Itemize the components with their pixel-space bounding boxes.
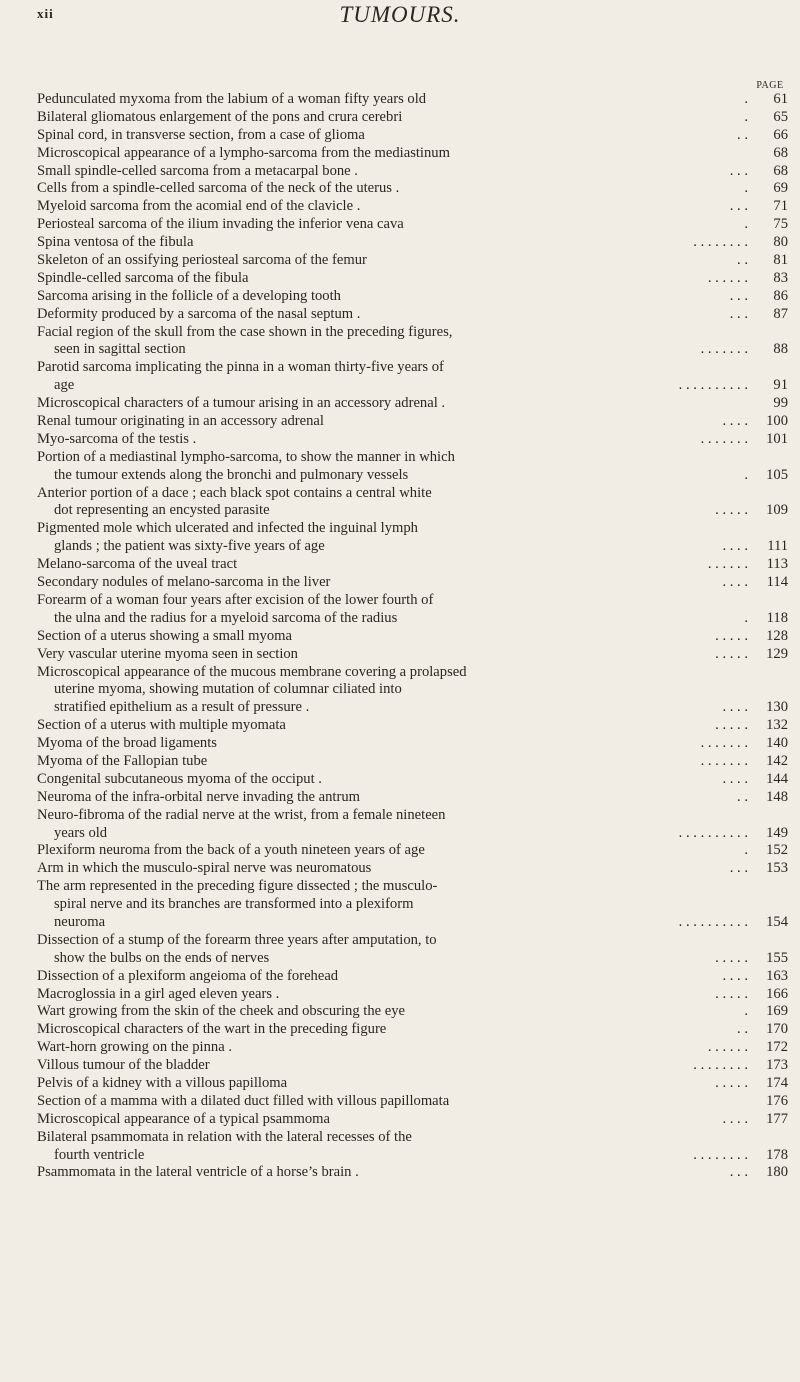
entry-text: Microscopical characters of the wart in the preceding figure [37,1021,387,1038]
page-number: 140 [766,735,788,752]
list-item [0,1129,800,1165]
dot-leader: . . . . [722,538,748,555]
list-item [0,646,800,664]
entry-line [0,467,800,485]
dot-leader: . . [737,1021,748,1038]
list-item [0,395,800,413]
list-item [0,807,800,843]
entry-text: uterine myoma, showing mutation of columnar ciliated into [54,681,402,698]
entry-text: Small spindle-celled sarcoma from a metacarpal bone . [37,162,358,179]
entry-text: Sarcoma arising in the follicle of a developing tooth [37,287,341,304]
entry-text: Periosteal sarcoma of the ilium invading the inferior vena cava [37,216,404,233]
dot-leader: . . . . . . . . . . [678,377,748,394]
page-number: 81 [773,252,788,269]
page-number: 105 [766,466,788,483]
entry-line [0,1003,800,1021]
entry-text: Psammomata in the lateral ventricle of a horse’s brain . [37,1164,359,1181]
entry-text: years old [54,824,108,841]
dot-leader: . . . . . . . . [693,1146,748,1163]
entry-line [0,896,800,914]
entry-text: Myeloid sarcoma from the acomial end of the clavicle . [37,198,361,215]
dot-leader: . . . . . . . . [693,234,748,251]
list-item [0,1111,800,1129]
entry-line [0,502,800,520]
entry-line [0,664,800,682]
entry-text: Section of a mamma with a dilated duct filled with villous papillomata [37,1092,450,1109]
entry-text: Melano-sarcoma of the uveal tract [37,556,238,573]
entry-line [0,377,800,395]
list-item [0,1164,800,1182]
list-item [0,1021,800,1039]
list-item [0,359,800,395]
dot-leader: . . . . [722,699,748,716]
page-number: 152 [766,842,788,859]
page-number: 154 [766,913,788,930]
entry-line [0,681,800,699]
dot-leader: . . . [729,305,748,322]
entry-text: Anterior portion of a dace ; each black spot contains a central white [37,484,432,501]
list-item [0,270,800,288]
list-item [0,753,800,771]
entry-line [0,234,800,252]
entry-line [0,860,800,878]
dot-leader: . [744,1003,748,1020]
page-number: 176 [766,1092,788,1109]
entry-text: fourth ventricle [54,1146,145,1163]
list-item [0,91,800,109]
dot-leader: . . . . . . [707,269,748,286]
entry-text: Dissection of a plexiform angeioma of the forehead [37,967,339,984]
list-of-illustrations [0,91,800,1182]
page-number: 166 [766,985,788,1002]
page-number: 177 [766,1110,788,1127]
entry-line [0,431,800,449]
entry-line [0,109,800,127]
list-item [0,198,800,216]
entry-line [0,628,800,646]
entry-line [0,842,800,860]
page-number: 99 [773,395,788,412]
entry-line [0,1021,800,1039]
entry-text: Myo-sarcoma of the testis . [37,430,197,447]
page-number: 113 [766,556,788,573]
page-number: 170 [766,1021,788,1038]
entry-text: Section of a uterus with multiple myomata [37,717,286,734]
entry-text: Microscopical appearance of the mucous membrane covering a prolapsed [37,663,467,680]
page-number: 68 [773,144,788,161]
entry-line [0,878,800,896]
list-item [0,932,800,968]
entry-text: Arm in which the musculo-spiral nerve was neuromatous [37,860,372,877]
page-number: 118 [766,609,788,626]
list-item [0,485,800,521]
entry-line [0,180,800,198]
page-number: 149 [766,824,788,841]
dot-leader: . . . . . . . . . . [678,824,748,841]
entry-text: Facial region of the skull from the case shown in the preceding figures, [37,323,453,340]
dot-leader: . . . . . . . . . . [678,913,748,930]
list-item [0,664,800,718]
list-item [0,592,800,628]
entry-text: Section of a uterus showing a small myoma [37,627,292,644]
dot-leader: . . . . . . . [700,430,748,447]
dot-leader: . . . [729,860,748,877]
entry-line [0,413,800,431]
dot-leader: . . . . [722,1110,748,1127]
list-item [0,1093,800,1111]
dot-leader: . . [737,126,748,143]
entry-line [0,699,800,717]
entry-line [0,771,800,789]
entry-line [0,986,800,1004]
entry-line [0,324,800,342]
entry-line [0,807,800,825]
dot-leader: . . . . . [715,985,748,1002]
page-number: 68 [773,162,788,179]
page-number: 180 [766,1164,788,1181]
dot-leader: . . . [729,1164,748,1181]
list-item [0,878,800,932]
dot-leader: . . . . . [715,717,748,734]
entry-line [0,932,800,950]
dot-leader: . . . [729,198,748,215]
entry-line [0,556,800,574]
entry-line [0,485,800,503]
page-number: 71 [773,198,788,215]
entry-line [0,1075,800,1093]
entry-text: the ulna and the radius for a myeloid sarcoma of the radius [54,609,398,626]
page-number: 86 [773,287,788,304]
entry-line [0,735,800,753]
entry-text: Neuroma of the infra-orbital nerve invading the antrum [37,788,360,805]
dot-leader: . [744,108,748,125]
dot-leader: . . . . . [715,949,748,966]
entry-text: Dissection of a stump of the forearm three years after amputation, to [37,931,437,948]
dot-leader: . [744,842,748,859]
page-number: 80 [773,234,788,251]
entry-text: Villous tumour of the bladder [37,1057,210,1074]
page-number: 75 [773,216,788,233]
entry-line [0,914,800,932]
list-item [0,574,800,592]
dot-leader: . . . . . . . [700,735,748,752]
page-number: 130 [766,699,788,716]
entry-line [0,610,800,628]
entry-line [0,359,800,377]
entry-line [0,646,800,664]
list-item [0,288,800,306]
page-number: 61 [773,91,788,107]
list-item [0,252,800,270]
entry-line [0,538,800,556]
list-item [0,717,800,735]
page-number: 114 [766,574,788,591]
entry-text: Pigmented mole which ulcerated and infected the inguinal lymph [37,520,418,537]
entry-line [0,395,800,413]
dot-leader: . . . [729,287,748,304]
entry-text: Wart-horn growing on the pinna . [37,1039,232,1056]
entry-text: Spinal cord, in transverse section, from a case of glioma [37,126,365,143]
entry-text: Plexiform neuroma from the back of a youth nineteen years of age [37,842,425,859]
entry-text: Myoma of the broad ligaments [37,735,217,752]
page-number: 128 [766,627,788,644]
entry-line [0,252,800,270]
dot-leader: . . . . . [715,502,748,519]
page-number: 91 [773,377,788,394]
list-item [0,306,800,324]
list-item [0,413,800,431]
list-item [0,145,800,163]
entry-text: the tumour extends along the bronchi and pulmonary vessels [54,466,409,483]
list-item [0,789,800,807]
list-item [0,324,800,360]
entry-text: Wart growing from the skin of the cheek and obscuring the eye [37,1003,406,1020]
entry-text: Congenital subcutaneous myoma of the occiput . [37,770,322,787]
entry-line [0,753,800,771]
dot-leader: . . . . . [715,1074,748,1091]
dot-leader: . . . . . . . [700,752,748,769]
entry-text: Forearm of a woman four years after excision of the lower fourth of [37,591,434,608]
dot-leader: . . . . . [715,627,748,644]
dot-leader: . . . . . [715,645,748,662]
entry-text: Microscopical appearance of a typical psammoma [37,1110,330,1127]
list-item [0,1057,800,1075]
entry-line [0,950,800,968]
page-column-heading: PAGE [756,80,784,91]
dot-leader: . [744,180,748,197]
page-number: 100 [766,413,788,430]
page-folio: xii [37,6,54,21]
list-item [0,163,800,181]
entry-line [0,1164,800,1182]
dot-leader: . [744,216,748,233]
page-number: 155 [766,949,788,966]
entry-text: glands ; the patient was sixty-five years of age [54,538,325,555]
list-item [0,842,800,860]
entry-text: spiral nerve and its branches are transformed into a plexiform [54,896,414,913]
entry-line [0,306,800,324]
page-number: 173 [766,1057,788,1074]
page-number: 153 [766,860,788,877]
dot-leader: . . [737,252,748,269]
page-number: 69 [773,180,788,197]
page-number: 109 [766,502,788,519]
entry-text: Neuro-fibroma of the radial nerve at the wrist, from a female nineteen [37,806,446,823]
entry-line [0,1111,800,1129]
entry-line [0,198,800,216]
entry-text: neuroma [54,913,106,930]
dot-leader: . . . . [722,413,748,430]
entry-line [0,825,800,843]
page-number: 88 [773,341,788,358]
page-number: 169 [766,1003,788,1020]
entry-text: Cells from a spindle-celled sarcoma of the neck of the uterus . [37,180,400,197]
dot-leader: . . . . . . [707,556,748,573]
entry-line [0,968,800,986]
entry-line [0,91,800,109]
entry-line [0,520,800,538]
list-item [0,520,800,556]
entry-text: dot representing an encysted parasite [54,502,270,519]
page-number: 87 [773,305,788,322]
dot-leader: . [744,609,748,626]
list-item [0,109,800,127]
entry-line [0,270,800,288]
entry-text: Myoma of the Fallopian tube [37,752,208,769]
list-item [0,968,800,986]
list-item [0,986,800,1004]
running-title: TUMOURS. [339,2,461,27]
entry-text: Pedunculated myxoma from the labium of a woman fifty years old [37,91,427,107]
entry-text: The arm represented in the preceding figure dissected ; the musculo- [37,878,438,895]
list-item [0,180,800,198]
dot-leader: . . . . [722,770,748,787]
entry-line [0,1147,800,1165]
entry-line [0,574,800,592]
page-number: 172 [766,1039,788,1056]
entry-text: Renal tumour originating in an accessory adrenal [37,413,324,430]
page-number: 66 [773,126,788,143]
list-item [0,234,800,252]
entry-text: Spindle-celled sarcoma of the fibula [37,269,249,286]
list-item [0,628,800,646]
entry-text: Macroglossia in a girl aged eleven years . [37,985,280,1002]
entry-line [0,789,800,807]
entry-text: Microscopical appearance of a lympho-sarcoma from the mediastinum [37,144,450,161]
list-item [0,556,800,574]
dot-leader: . . . . . . . . [693,1057,748,1074]
page-number: 148 [766,788,788,805]
list-item [0,1003,800,1021]
list-item [0,216,800,234]
page-number: 83 [773,269,788,286]
list-item [0,735,800,753]
entry-text: Pelvis of a kidney with a villous papilloma [37,1074,288,1091]
dot-leader: . [744,466,748,483]
list-item [0,449,800,485]
page-number: 111 [767,538,788,555]
entry-line [0,1039,800,1057]
entry-text: Parotid sarcoma implicating the pinna in a woman thirty-five years of [37,359,444,376]
entry-text: stratified epithelium as a result of pressure . [54,699,310,716]
entry-text: Microscopical characters of a tumour arising in an accessory adrenal . [37,395,446,412]
entry-line [0,163,800,181]
entry-text: Bilateral psammomata in relation with the lateral recesses of the [37,1128,412,1145]
page-number: 101 [766,430,788,447]
list-item [0,431,800,449]
entry-line [0,717,800,735]
page-number: 178 [766,1146,788,1163]
page-number: 129 [766,645,788,662]
entry-line [0,1093,800,1111]
page-number: 142 [766,752,788,769]
entry-line [0,1129,800,1147]
entry-text: show the bulbs on the ends of nerves [54,949,270,966]
page-number: 174 [766,1074,788,1091]
page-number: 65 [773,108,788,125]
entry-text: Secondary nodules of melano-sarcoma in the liver [37,574,331,591]
entry-line [0,145,800,163]
entry-line [0,216,800,234]
entry-line [0,1057,800,1075]
entry-text: seen in sagittal section [54,341,186,358]
page-number: 144 [766,770,788,787]
list-item [0,860,800,878]
list-item [0,1075,800,1093]
dot-leader: . . . . . . [707,1039,748,1056]
entry-text: Bilateral gliomatous enlargement of the pons and crura cerebri [37,108,403,125]
entry-line [0,449,800,467]
page-number: 132 [766,717,788,734]
entry-text: Portion of a mediastinal lympho-sarcoma, to show the manner in which [37,448,455,465]
dot-leader: . . . . [722,967,748,984]
entry-line [0,592,800,610]
entry-line [0,341,800,359]
entry-text: Spina ventosa of the fibula [37,234,194,251]
entry-line [0,288,800,306]
dot-leader: . . . . . . . [700,341,748,358]
entry-text: Deformity produced by a sarcoma of the nasal septum . [37,305,361,322]
entry-text: Skeleton of an ossifying periosteal sarcoma of the femur [37,252,367,269]
dot-leader: . . [737,788,748,805]
list-item [0,771,800,789]
dot-leader: . . . . [722,574,748,591]
entry-text: Very vascular uterine myoma seen in section [37,645,298,662]
dot-leader: . . . [729,162,748,179]
page-number: 163 [766,967,788,984]
list-item [0,1039,800,1057]
entry-text: age [54,377,75,394]
list-item [0,127,800,145]
entry-line [0,127,800,145]
dot-leader: . [744,91,748,107]
